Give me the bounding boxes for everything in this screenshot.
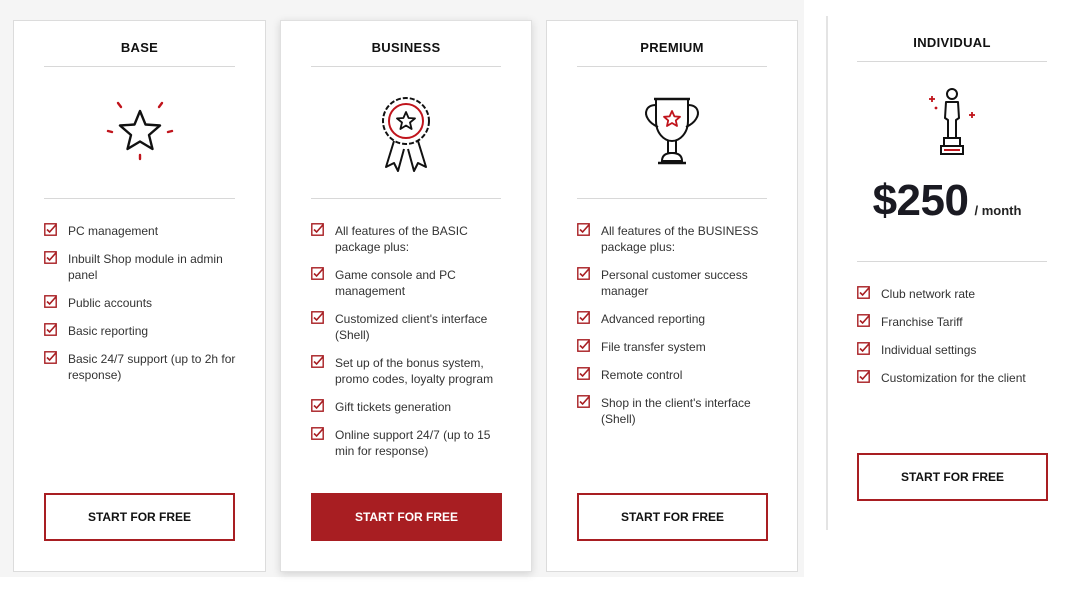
feature-list (311, 223, 503, 471)
checkbox-check-icon (857, 342, 870, 355)
plan-card-business (280, 20, 532, 572)
star-icon (100, 91, 180, 171)
feature-item (44, 351, 237, 383)
feature-text: Shop in the client's interface (Shell) (601, 396, 751, 426)
checkbox-check-icon (311, 399, 324, 412)
checkbox-check-icon (577, 223, 590, 236)
feature-item (857, 342, 1038, 358)
feature-item (44, 295, 237, 311)
checkbox-check-icon (311, 355, 324, 368)
feature-list (44, 223, 237, 395)
feature-text: Customization for the client (881, 371, 1026, 385)
checkbox-check-icon (577, 395, 590, 408)
feature-item (577, 311, 769, 327)
checkbox-check-icon (311, 223, 324, 236)
feature-text: Set up of the bonus system, promo codes, loyalty program (335, 356, 494, 386)
feature-item (311, 355, 503, 387)
feature-text: All features of the BUSINESS package plus: (601, 224, 759, 254)
feature-item (857, 370, 1038, 386)
divider (44, 198, 235, 199)
plan-card-premium (546, 20, 798, 572)
feature-item (44, 223, 237, 239)
feature-text: Franchise Tariff (881, 315, 963, 329)
checkbox-check-icon (857, 286, 870, 299)
feature-text: File transfer system (601, 340, 706, 354)
divider (311, 198, 501, 199)
checkbox-check-icon (311, 427, 324, 440)
checkbox-check-icon (44, 251, 57, 264)
feature-item (577, 339, 769, 355)
checkbox-check-icon (44, 351, 57, 364)
feature-text: Customized client's interface (Shell) (335, 312, 488, 342)
feature-text: Public accounts (68, 296, 153, 310)
trophy-icon (632, 91, 712, 181)
award-badge-icon (366, 91, 446, 181)
feature-item (577, 223, 769, 255)
checkbox-check-icon (857, 314, 870, 327)
plan-title: BASE (44, 40, 235, 67)
plan-title: INDIVIDUAL (857, 35, 1047, 62)
checkbox-check-icon (44, 295, 57, 308)
start-for-free-button-business[interactable]: START FOR FREE (311, 493, 502, 541)
feature-item (577, 267, 769, 299)
feature-item (857, 286, 1038, 302)
feature-item (311, 223, 503, 255)
feature-list (577, 223, 769, 439)
feature-text: Personal customer success manager (601, 268, 748, 298)
feature-list (857, 286, 1038, 398)
plan-card-individual (826, 16, 1066, 530)
feature-text: Remote control (601, 368, 683, 382)
feature-text: Online support 24/7 (up to 15 min for response) (335, 428, 491, 458)
plan-title: PREMIUM (577, 40, 767, 67)
feature-text: Inbuilt Shop module in admin panel (68, 252, 223, 282)
feature-text: All features of the BASIC package plus: (335, 224, 468, 254)
feature-item (311, 267, 503, 299)
checkbox-check-icon (311, 311, 324, 324)
checkbox-check-icon (311, 267, 324, 280)
checkbox-check-icon (44, 323, 57, 336)
checkbox-check-icon (577, 367, 590, 380)
divider (857, 261, 1047, 262)
feature-item (44, 323, 237, 339)
plan-card-base (13, 20, 266, 572)
price-amount: $250 (872, 176, 969, 225)
feature-text: Individual settings (881, 343, 977, 357)
oscar-statue-icon (922, 82, 982, 166)
divider (577, 198, 767, 199)
price-block (828, 176, 1066, 226)
checkbox-check-icon (857, 370, 870, 383)
feature-text: PC management (68, 224, 159, 238)
feature-text: Basic 24/7 support (up to 2h for response) (68, 352, 236, 382)
feature-text: Basic reporting (68, 324, 149, 338)
feature-item (577, 367, 769, 383)
feature-item (857, 314, 1038, 330)
checkbox-check-icon (577, 339, 590, 352)
checkbox-check-icon (577, 267, 590, 280)
price-period: / month (974, 203, 1022, 218)
checkbox-check-icon (577, 311, 590, 324)
plan-title: BUSINESS (311, 40, 501, 67)
feature-text: Club network rate (881, 287, 976, 301)
feature-item (311, 427, 503, 459)
checkbox-check-icon (44, 223, 57, 236)
feature-text: Advanced reporting (601, 312, 706, 326)
feature-item (44, 251, 237, 283)
feature-item (311, 311, 503, 343)
start-for-free-button-individual[interactable]: START FOR FREE (857, 453, 1048, 501)
start-for-free-button-premium[interactable]: START FOR FREE (577, 493, 768, 541)
start-for-free-button-base[interactable]: START FOR FREE (44, 493, 235, 541)
feature-text: Game console and PC management (335, 268, 456, 298)
feature-item (577, 395, 769, 427)
feature-text: Gift tickets generation (335, 400, 452, 414)
feature-item (311, 399, 503, 415)
